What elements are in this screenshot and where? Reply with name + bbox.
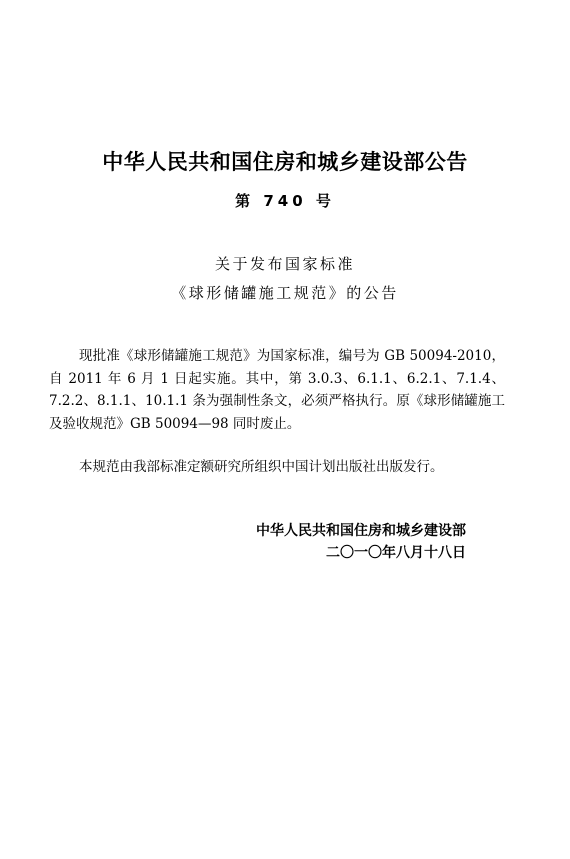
- subject-line-2: 《球形储罐施工规范》的公告: [171, 284, 399, 302]
- signature-date: 二〇一〇年八月十八日: [326, 545, 466, 561]
- signature-organization: 中华人民共和国住房和城乡建设部: [256, 523, 466, 539]
- body-paragraph-2: 本规范由我部标准定额研究所组织中国计划出版社出版发行。: [79, 459, 444, 475]
- announcement-title: 中华人民共和国住房和城乡建设部公告: [102, 150, 468, 174]
- subject-line-1: 关于发布国家标准: [214, 255, 355, 273]
- body-paragraph-1: 现批准《球形储罐施工规范》为国家标准，编号为 GB 50094-2010，自 2011 年 6 月 1 日起实施。其中，第 3.0.3、6.1.1、6.2.1、7.1.4、7.2.2、8.1.1、10.1.1 条为强制性条文，必须严格执行。原《球形储罐施工及验收规范》GB 50094—98 同时废止。: [49, 348, 505, 432]
- announcement-number: 第 740 号: [235, 192, 335, 210]
